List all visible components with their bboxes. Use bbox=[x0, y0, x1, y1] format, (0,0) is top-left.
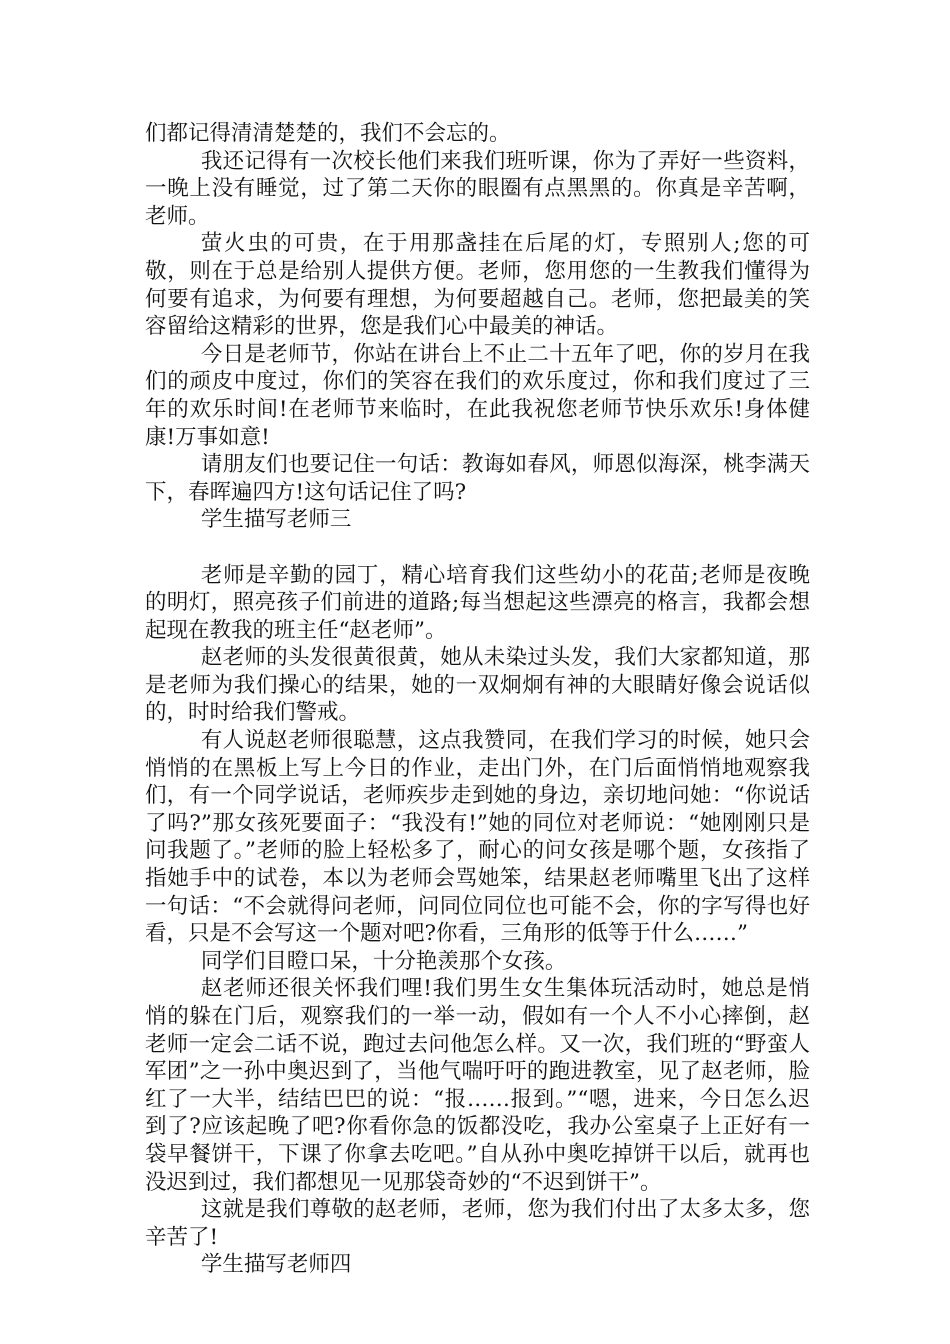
paragraph-firefly: 萤火虫的可贵，在于用那盏挂在后尾的灯，专照别人;您的可敬，则在于总是给别人提供方便。老师，您用您的一生教我们懂得为何要有追求，为何要有理想，为何要超越自己。老师，您把最美的笑容留给这精彩的世界，您是我们心中最美的神话。 bbox=[145, 231, 810, 340]
paragraph-stunned: 同学们目瞪口呆，十分艳羡那个女孩。 bbox=[200, 948, 567, 974]
paragraph-continuation: 们都记得清清楚楚的，我们不会忘的。 bbox=[145, 121, 511, 146]
section-heading-three: 学生描写老师三 bbox=[200, 507, 352, 533]
paragraph-hair: 赵老师的头发很黄很黄，她从未染过头发，我们大家都知道，那是老师为我们操心的结果，她的一双炯炯有神的大眼睛好像会说话似的，时时给我们警戒。 bbox=[145, 645, 810, 726]
paragraph-teachers-day: 今日是老师节，你站在讲台上不止二十五年了吧，你的岁月在我们的顽皮中度过，你们的笑容在我们的欢乐度过，你和我们度过了三年的欢乐时间!在老师节来临时，在此我祝您老师节快乐欢乐!身体健康!万事如意! bbox=[145, 341, 810, 450]
paragraph-gardener: 老师是辛勤的园丁，精心培育我们这些幼小的花苗;老师是夜晚的明灯，照亮孩子们前进的道路;每当想起这些漂亮的格言，我都会想起现在教我的班主任“赵老师”。 bbox=[145, 562, 810, 643]
document-page bbox=[145, 120, 810, 1279]
paragraph-smart: 有人说赵老师很聪慧，这点我赞同，在我们学习的时候，她只会悄悄的在黑板上写上今日的作业，走出门外，在门后面悄悄地观察我们，有一个同学说话，老师疾步走到她的身边，亲切地问她：“你说话了吗?”那女孩死要面子：“我没有!”她的同位对老师说：“她刚刚只是问我题了。”老师的脸上轻松多了，耐心的问女孩是哪个题，女孩指了指她手中的试卷，本以为老师会骂她笨，结果赵老师嘴里飞出了这样一句话：“不会就得问老师，问同位同位也可能不会，你的字写得也好看，只是不会写这一个题对吧?你看，三角形的低等于什么……” bbox=[145, 728, 810, 947]
paragraph-friends-remember: 请朋友们也要记住一句话：教诲如春风，师恩似海深，桃李满天下，春晖遍四方!这句话记住了吗? bbox=[145, 452, 810, 505]
section-heading-four: 学生描写老师四 bbox=[200, 1252, 352, 1278]
paragraph-principal-visit: 我还记得有一次校长他们来我们班听课，你为了弄好一些资料，一晚上没有睡觉，过了第二天你的眼圈有点黑黑的。你真是辛苦啊，老师。 bbox=[145, 148, 810, 229]
blank-line bbox=[145, 534, 810, 562]
paragraph-caring: 赵老师还很关怀我们哩!我们男生女生集体玩活动时，她总是悄悄的躲在门后，观察我们的一举一动，假如有一个人不小心摔倒，赵老师一定会二话不说，跑过去问他怎么样。又一次，我们班的“野蛮人军团”之一孙中奥迟到了，当他气喘吁吁的跑进教室，见了赵老师，脸红了一大半，结结巴巴的说：“报……报到。”“嗯，进来，今日怎么迟到了?应该起晚了吧?你看你急的饭都没吃，我办公室桌子上正好有一袋早餐饼干，下课了你拿去吃吧。”自从孙中奥吃掉饼干以后，就再也没迟到过，我们都想见一见那袋奇妙的“不迟到饼干”。 bbox=[145, 976, 810, 1195]
paragraph-respected: 这就是我们尊敬的赵老师，老师，您为我们付出了太多太多，您辛苦了! bbox=[145, 1197, 810, 1250]
